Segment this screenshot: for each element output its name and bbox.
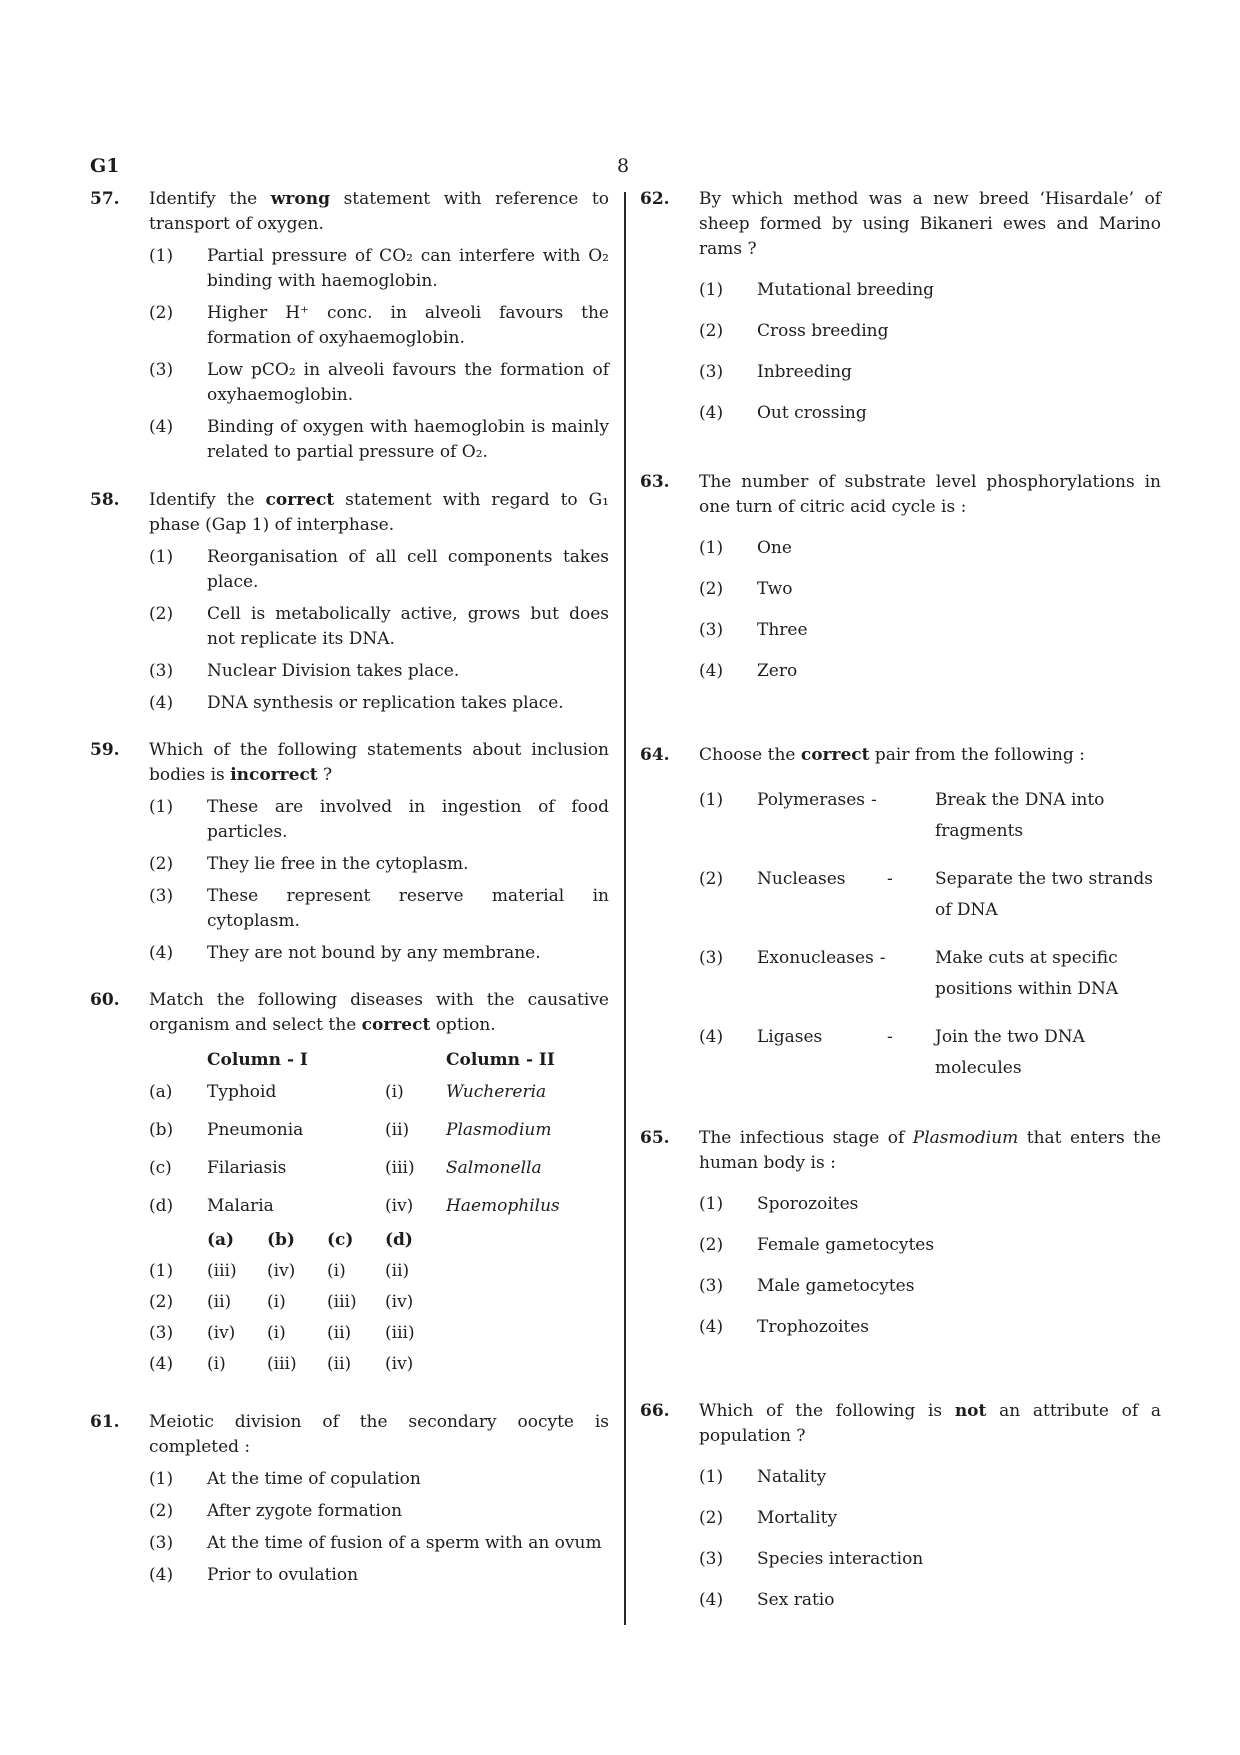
option-3: [699, 943, 1161, 1005]
question-body: [149, 988, 609, 1380]
option-label: (3): [699, 948, 724, 968]
question-62: [640, 187, 1161, 426]
stem-text: Match the following diseases with the causative organism and select the: [149, 990, 609, 1035]
disease: Pneumonia: [207, 1120, 304, 1140]
option-label: (4): [149, 1354, 174, 1374]
grid-value: (ii): [385, 1261, 410, 1281]
option-label: (3): [149, 360, 174, 380]
option-3: [699, 1547, 1161, 1572]
option-3: [699, 360, 1161, 385]
enzyme-term: Polymerases: [757, 790, 865, 810]
option-label: (3): [699, 1549, 724, 1569]
row-label: (d): [149, 1196, 174, 1216]
option-label: (4): [699, 1590, 724, 1610]
option-1: [699, 785, 1161, 847]
dash-separator: -: [887, 869, 893, 889]
row-label: (c): [149, 1158, 172, 1178]
option-label: (2): [699, 1235, 724, 1255]
grid-value: (iv): [385, 1354, 414, 1374]
question-stem: [699, 1126, 1161, 1176]
option-3: [149, 884, 609, 934]
question-body: [149, 738, 609, 966]
question-65: [640, 1126, 1161, 1340]
grid-value: (ii): [207, 1292, 232, 1312]
option-label: (1): [699, 1194, 724, 1214]
stem-text: Which of the following is: [699, 1401, 955, 1421]
question-body: [699, 1126, 1161, 1340]
option-2: [699, 1233, 1161, 1258]
option-2: [149, 301, 609, 351]
option-label: (1): [699, 538, 724, 558]
dash-separator: -: [870, 790, 877, 810]
option-1: [149, 545, 609, 595]
question-body: [699, 743, 1161, 1084]
option-text: Higher H⁺ conc. in alveoli favours the formation of oxyhaemoglobin.: [207, 303, 609, 348]
enzyme-term: Nucleases: [757, 869, 846, 889]
option-4: [699, 659, 1161, 684]
question-number: 66.: [640, 1401, 670, 1421]
option-label: (3): [149, 661, 174, 681]
option-1: [149, 795, 609, 845]
row-label: (b): [149, 1120, 174, 1140]
option-3: [149, 358, 609, 408]
option-label: (3): [149, 1323, 174, 1343]
grid-value: (iii): [267, 1354, 297, 1374]
option-text: Binding of oxygen with haemoglobin is mainly related to partial pressure of O₂.: [207, 417, 609, 462]
option-label: (4): [149, 693, 174, 713]
question-stem: Meiotic division of the secondary oocyte is completed :: [149, 1412, 609, 1457]
option-text: Zero: [757, 661, 798, 681]
option-2: [149, 602, 609, 652]
definition: Separate the two strands of DNA: [935, 869, 1153, 920]
option-text: They lie free in the cytoplasm.: [207, 854, 469, 874]
stem-text: that enters the human body is :: [699, 1128, 1161, 1173]
definition: Make cuts at specific positions within DNA: [935, 948, 1119, 999]
option-4: [699, 1315, 1161, 1340]
question-stem: By which method was a new breed ‘Hisardale’ of sheep formed by using Bikaneri ewes and Marino rams ?: [699, 189, 1161, 259]
option-label: (3): [149, 1533, 174, 1553]
stem-emphasis: wrong: [270, 189, 330, 209]
option-4: [699, 1022, 1161, 1084]
stem-text: statement with regard to G₁ phase (Gap 1) of interphase.: [149, 490, 609, 535]
grid-value: (i): [267, 1292, 286, 1312]
option-label: (4): [149, 943, 174, 963]
question-stem: [149, 187, 609, 237]
option-text: Prior to ovulation: [207, 1565, 359, 1585]
answer-grid: [149, 1225, 609, 1380]
question-body: [149, 488, 609, 716]
roman-label: (iv): [385, 1196, 414, 1216]
question-number: 65.: [640, 1128, 670, 1148]
match-row-d: [149, 1187, 609, 1225]
option-text: At the time of copulation: [207, 1469, 421, 1489]
question-58: [90, 488, 609, 716]
option-label: (2): [699, 321, 724, 341]
roman-label: (iii): [385, 1158, 415, 1178]
answer-option-4: [149, 1349, 609, 1380]
option-text: Mortality: [757, 1508, 838, 1528]
option-3: [699, 1274, 1161, 1299]
option-label: (1): [699, 1467, 724, 1487]
option-text: Female gametocytes: [757, 1235, 935, 1255]
organism: Plasmodium: [446, 1120, 552, 1140]
option-text: After zygote formation: [207, 1501, 403, 1521]
roman-label: (ii): [385, 1120, 410, 1140]
question-57: [90, 187, 609, 465]
dash-separator: -: [887, 1027, 893, 1047]
option-label: (1): [149, 797, 174, 817]
option-text: Inbreeding: [757, 362, 852, 382]
stem-text: The infectious stage of: [699, 1128, 913, 1148]
question-body: [149, 187, 609, 465]
option-text: One: [757, 538, 792, 558]
option-label: (3): [149, 886, 174, 906]
question-stem: [149, 988, 609, 1038]
question-61: [90, 1410, 609, 1588]
disease: Malaria: [207, 1196, 274, 1216]
term-cell: [757, 1022, 935, 1084]
question-60: [90, 988, 609, 1380]
option-label: (4): [699, 661, 724, 681]
question-body: [699, 1399, 1161, 1613]
option-2: [699, 319, 1161, 344]
option-text: Out crossing: [757, 403, 867, 423]
grid-header: (c): [327, 1230, 354, 1250]
option-1: [149, 1467, 609, 1492]
stem-text: Choose the: [699, 745, 801, 765]
question-stem: [699, 1399, 1161, 1449]
option-label: (1): [149, 1469, 174, 1489]
option-label: (4): [149, 1565, 174, 1585]
grid-value: (iii): [385, 1323, 415, 1343]
match-row-c: [149, 1149, 609, 1187]
option-label: (3): [699, 620, 724, 640]
option-label: (1): [149, 547, 174, 567]
question-body: [699, 187, 1161, 426]
question-stem: [699, 743, 1161, 768]
grid-value: (iii): [327, 1292, 357, 1312]
answer-option-1: [149, 1256, 609, 1287]
option-text: These are involved in ingestion of food particles.: [207, 797, 609, 842]
option-text: Cross breeding: [757, 321, 889, 341]
match-row-a: [149, 1073, 609, 1111]
option-label: (4): [699, 1027, 724, 1047]
stem-text: Which of the following statements about inclusion bodies is: [149, 740, 609, 785]
option-label: (4): [699, 1317, 724, 1337]
stem-text: Identify the: [149, 490, 266, 510]
option-label: (1): [149, 246, 174, 266]
match-table: [149, 1048, 609, 1225]
option-1: [699, 536, 1161, 561]
option-text: Trophozoites: [757, 1317, 870, 1337]
answer-grid-header: [149, 1225, 609, 1256]
question-body: [149, 1410, 609, 1588]
grid-value: (i): [327, 1261, 346, 1281]
answer-option-2: [149, 1287, 609, 1318]
option-4: [699, 1588, 1161, 1613]
question-64: [640, 743, 1161, 1084]
option-label: (1): [149, 1261, 174, 1281]
option-1: [149, 244, 609, 294]
option-label: (2): [149, 854, 174, 874]
question-number: 60.: [90, 990, 120, 1010]
option-text: Sex ratio: [757, 1590, 835, 1610]
option-3: [699, 618, 1161, 643]
option-2: [699, 1506, 1161, 1531]
grid-value: (iii): [207, 1261, 237, 1281]
stem-text: an attribute of a population ?: [699, 1401, 1161, 1446]
option-1: [699, 1465, 1161, 1490]
option-text: Male gametocytes: [757, 1276, 915, 1296]
stem-text: statement with reference to transport of oxygen.: [149, 189, 609, 234]
option-text: Partial pressure of CO₂ can interfere with O₂ binding with haemoglobin.: [207, 246, 609, 291]
stem-text: Identify the: [149, 189, 271, 209]
grid-value: (ii): [327, 1323, 352, 1343]
column-divider: [624, 192, 626, 1625]
option-text: These represent reserve material in cytoplasm.: [207, 886, 609, 931]
option-1: [699, 1192, 1161, 1217]
question-stem: [149, 738, 609, 788]
term-cell: [757, 785, 935, 847]
organism: Salmonella: [446, 1158, 542, 1178]
question-number: 59.: [90, 740, 120, 760]
stem-italic: Plasmodium: [912, 1128, 1019, 1148]
enzyme-term: Exonucleases: [757, 948, 874, 968]
option-4: [149, 691, 609, 716]
option-3: [149, 659, 609, 684]
grid-value: (iv): [267, 1261, 296, 1281]
match-table-header: [149, 1048, 609, 1073]
grid-header: (a): [207, 1230, 235, 1250]
question-66: [640, 1399, 1161, 1613]
grid-header: (d): [385, 1230, 413, 1250]
question-stem: The number of substrate level phosphorylations in one turn of citric acid cycle is :: [699, 472, 1161, 517]
grid-value: (iv): [207, 1323, 236, 1343]
option-label: (1): [699, 790, 724, 810]
stem-text: option.: [430, 1015, 496, 1035]
option-4: [149, 941, 609, 966]
option-label: (1): [699, 280, 724, 300]
option-text: They are not bound by any membrane.: [207, 943, 541, 963]
option-text: Species interaction: [757, 1549, 924, 1569]
option-2: [699, 577, 1161, 602]
option-text: Three: [757, 620, 808, 640]
question-number: 57.: [90, 189, 120, 209]
organism: Wuchereria: [446, 1082, 547, 1102]
question-stem: [149, 488, 609, 538]
term-cell: [757, 943, 935, 1005]
stem-emphasis: correct: [265, 490, 335, 510]
grid-value: (ii): [327, 1354, 352, 1374]
question-body: [699, 470, 1161, 684]
organism: Haemophilus: [446, 1196, 560, 1216]
option-2: [149, 1499, 609, 1524]
stem-emphasis: incorrect: [230, 765, 318, 785]
question-number: 58.: [90, 490, 120, 510]
option-2: [699, 864, 1161, 926]
grid-header: (b): [267, 1230, 295, 1250]
option-text: At the time of fusion of a sperm with an ovum: [207, 1533, 602, 1553]
option-text: Cell is metabolically active, grows but does not replicate its DNA.: [207, 604, 609, 649]
match-row-b: [149, 1111, 609, 1149]
definition: Break the DNA into fragments: [935, 790, 1105, 841]
stem-emphasis: correct: [361, 1015, 431, 1035]
question-59: [90, 738, 609, 966]
enzyme-term: Ligases: [757, 1027, 823, 1047]
stem-text: pair from the following :: [869, 745, 1085, 765]
option-label: (2): [699, 579, 724, 599]
option-label: (4): [149, 417, 174, 437]
set-code: G1: [90, 155, 120, 177]
option-3: [149, 1531, 609, 1556]
option-label: (4): [699, 403, 724, 423]
column-1-header: Column - I: [207, 1050, 308, 1070]
option-2: [149, 852, 609, 877]
option-text: DNA synthesis or replication takes place.: [207, 693, 564, 713]
question-number: 62.: [640, 189, 670, 209]
option-4: [699, 401, 1161, 426]
option-text: Sporozoites: [757, 1194, 859, 1214]
option-label: (2): [149, 1292, 174, 1312]
question-number: 63.: [640, 472, 670, 492]
option-text: Nuclear Division takes place.: [207, 661, 460, 681]
stem-emphasis: correct: [800, 745, 870, 765]
option-label: (2): [149, 1501, 174, 1521]
question-number: 64.: [640, 745, 670, 765]
option-4: [149, 1563, 609, 1588]
question-number: 61.: [90, 1412, 120, 1432]
option-4: [149, 415, 609, 465]
term-cell: [757, 864, 935, 926]
definition: Join the two DNA molecules: [935, 1027, 1085, 1078]
dash-separator: -: [879, 948, 886, 968]
disease: Filariasis: [207, 1158, 287, 1178]
page-number: 8: [616, 155, 630, 177]
option-text: Reorganisation of all cell components takes place.: [207, 547, 609, 592]
roman-label: (i): [385, 1082, 404, 1102]
grid-value: (i): [267, 1323, 286, 1343]
disease: Typhoid: [207, 1082, 277, 1102]
option-text: Low pCO₂ in alveoli favours the formation of oxyhaemoglobin.: [207, 360, 609, 405]
option-text: Mutational breeding: [757, 280, 935, 300]
option-text: Natality: [757, 1467, 827, 1487]
option-text: Two: [757, 579, 793, 599]
option-label: (2): [699, 869, 724, 889]
column-2-header: Column - II: [446, 1050, 555, 1070]
option-1: [699, 278, 1161, 303]
option-label: (3): [699, 362, 724, 382]
option-label: (2): [699, 1508, 724, 1528]
grid-value: (iv): [385, 1292, 414, 1312]
grid-value: (i): [207, 1354, 226, 1374]
option-label: (3): [699, 1276, 724, 1296]
option-label: (2): [149, 604, 174, 624]
question-63: [640, 470, 1161, 684]
stem-emphasis: not: [954, 1401, 987, 1421]
answer-option-3: [149, 1318, 609, 1349]
row-label: (a): [149, 1082, 173, 1102]
stem-text: ?: [317, 765, 333, 785]
option-label: (2): [149, 303, 174, 323]
